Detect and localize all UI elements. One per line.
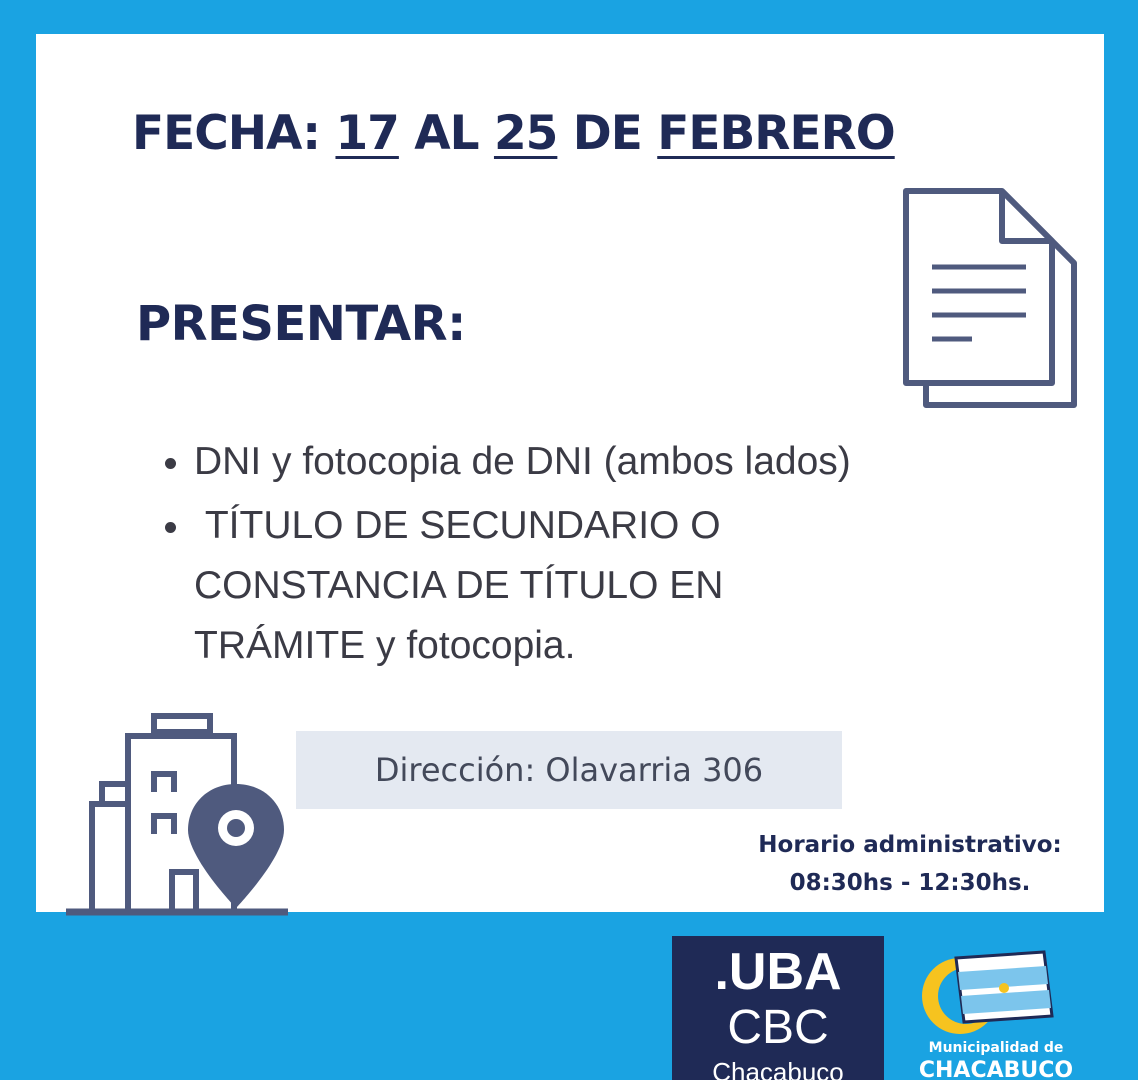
date-start: 17 [335,106,399,161]
date-end: 25 [493,106,558,161]
date-label: FECHA: [132,106,321,161]
muni-logo-caption: Municipalidad de [928,1040,1064,1056]
uba-logo-title: .UBA [714,943,842,1001]
uba-logo-city: Chacabuco [712,1057,844,1080]
sun-flag-icon [894,936,1098,1040]
list-item: • TÍTULO DE SECUNDARIO O CONSTANCIA DE TÍTULO EN TRÁMITE y fotocopia. [194,496,854,676]
uba-logo-subtitle: CBC [727,1001,829,1054]
date-de: DE [572,106,642,161]
address-box: Dirección: Olavarria 306 [296,731,842,809]
uba-cbc-logo [672,936,884,1080]
hours-value: 08:30hs - 12:30hs. [789,870,1031,896]
hours-label: Horario administrativo: [758,832,1062,858]
list-item: • DNI y fotocopia de DNI (ambos lados) [194,432,1094,492]
requirements-list [146,432,1094,680]
muni-logo-name: CHACABUCO [918,1058,1074,1080]
date-connector: AL [414,106,479,161]
info-card [36,34,1104,912]
date-month: FEBRERO [657,106,895,161]
office-hours [720,826,1100,902]
municipality-logo [894,936,1098,1080]
date-heading [132,106,895,161]
present-title: PRESENTAR: [136,296,466,352]
building-location-icon [64,712,290,916]
document-icon [902,187,1078,409]
